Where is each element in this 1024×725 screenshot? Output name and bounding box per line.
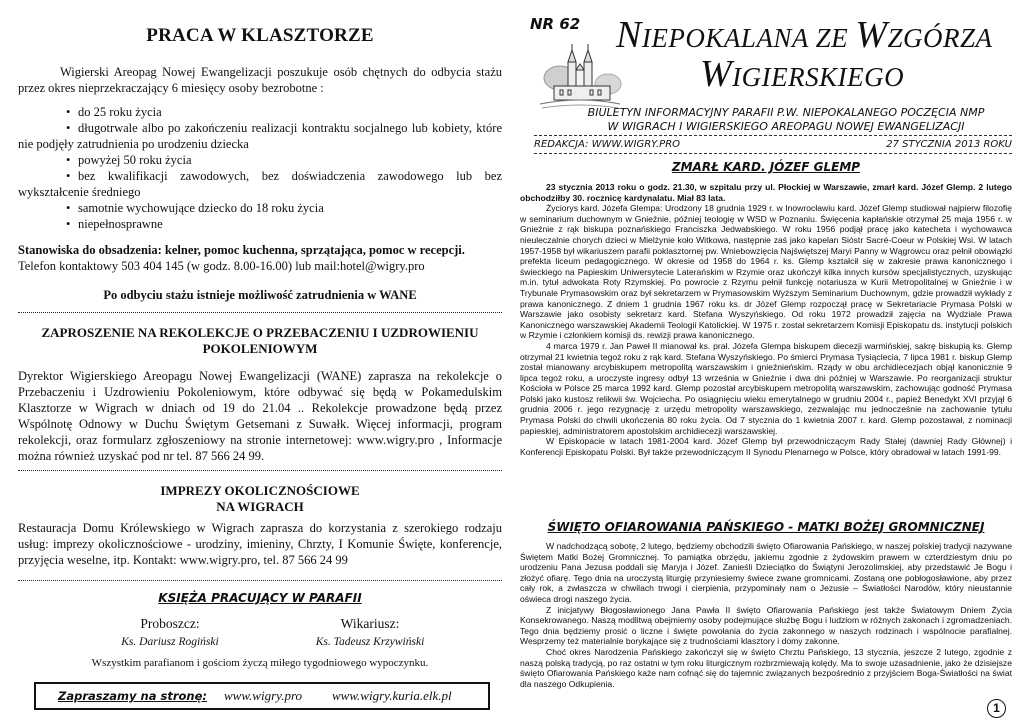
wikariusz-name: Ks. Tadeusz Krzywiński: [315, 636, 425, 648]
bullet-icon: •: [66, 153, 71, 167]
swieto-paragraph: Choć okres Narodzenia Pańskiego zakończył się w święto Chrztu Pańskiego, 13 stycznia, jeszcze 2 lutego, zgodnie z naszą polską tradycją, po raz ostatni w tym roku liturgicznym rozbrzmiewają kolędy. Ma to swoje uzasadnienie, jako że dzisiejsze święto Ofiarowania Pańskiego każe nam cofnąć się do tajemnic związanych bezpośrednio z przyjściem Boga-Światłości na świat dla naszego Odkupienia.: [520, 646, 1012, 689]
bullet-icon: •: [66, 121, 71, 135]
praca-phone: Telefon kontaktowy 503 404 145 (w godz. 8.00-16.00) lub mail:hotel@wigry.pro: [18, 259, 425, 273]
glemp-paragraph: W Episkopacie w latach 1981-2004 kard. Józef Glemp był przewodniczącym Rady Stałej (dawniej Rady Głównej) i Konferencji Episkopatu Polski. Był także przewodniczącym II Synodu Plenarnego w Polsce, który obradował w latach 1991-99.: [520, 436, 1012, 457]
redakcja: REDAKCJA: WWW.WIGRY.PRO: [534, 139, 681, 150]
footer-link-kuria[interactable]: www.wigry.kuria.elk.pl: [332, 688, 452, 703]
imprezy-body: Restauracja Domu Królewskiego w Wigrach zaprasza do korzystania z szerokiego rodzaju usług: imprezy okolicznościowe - urodziny, imieniny, Chrzty, I Komunie Święte, konferencje, przyjęcia weselne, itp. Kontakt: www.wigry.pro, tel. 87 566 24 99: [18, 521, 502, 567]
proboszcz: [70, 616, 270, 650]
list-item: • niepełnosprawne: [66, 217, 163, 231]
bullet-icon: •: [66, 169, 71, 183]
proboszcz-role: Proboszcz:: [140, 616, 200, 631]
list-item: • bez kwalifikacji zawodowych, bez doświadczenia zawodowego lub bez wykształcenie średniego: [18, 169, 502, 199]
glemp-article: [520, 182, 1012, 457]
proboszcz-name: Ks. Dariusz Rogiński: [121, 636, 219, 648]
bullet-icon: •: [66, 201, 71, 215]
wikariusz-role: Wikariusz:: [340, 616, 400, 631]
masthead-title-line1: NIEPOKALANA ZE WZGÓRZA: [616, 14, 993, 56]
issue-number: NR 62: [530, 15, 581, 33]
glemp-lead: 23 stycznia 2013 roku o godz. 21.30, w szpitalu przy ul. Płockiej w Warszawie, zmarł kard. Józef Glemp. 2 lutego obchodziłby 30. rocznicę kardynalatu. Miał 83 lata.: [520, 182, 1012, 203]
masthead-subtitle: BIULETYN INFORMACYJNY PARAFII P.W. NIEPOKALANEGO POCZĘCIA NMP W WIGRACH I WIGIERSKIEGO AREOPAGU NOWEJ EWANGELIZACJI: [587, 106, 985, 133]
rekolekcje-body: Dyrektor Wigierskiego Areopagu Nowej Ewangelizacji (WANE) zaprasza na rekolekcje o Przebaczeniu i Uzdrowieniu Pokoleniowym, które odbywać się będą w Pokamedulskim Klasztorze w Wigrach w dniach od 19 do 21.04 .. Rekolekcje prowadzone będą przez Wspólnotę Odnowy w Duchu Świętym Getsemani z Suwałk. Więcej informacji, program rekolekcji, oraz formularz zgłoszeniowy na stronie internetowej: www.wigry.pro , Informacje można również uzyskać pod nr tel. 87 566 24 99.: [18, 369, 502, 463]
divider: [18, 470, 502, 471]
swieto-article: [520, 541, 1012, 689]
rekolekcje-title: ZAPROSZENIE NA REKOLEKCJE O PRZEBACZENIU I UZDROWIENIU POKOLENIOWYM: [41, 325, 479, 356]
praca-intro: Wigierski Areopag Nowej Ewangelizacji poszukuje osób chętnych do odbycia stażu przez okres nieprzekraczający 6 miesięcy osoby bezrobotne :: [18, 65, 502, 95]
list-item: • powyżej 50 roku życia: [66, 153, 192, 167]
list-item: • samotnie wychowujące dziecko do 18 roku życia: [66, 201, 324, 215]
masthead-title-line2: WIGIERSKIEGO: [700, 53, 905, 95]
divider: [534, 135, 1012, 136]
list-item: • długotrwale albo po zakończeniu realizacji kontraktu socjalnego lub kobiety, które nie podjęły zatrudnienia po urodzeniu dziecka: [18, 121, 502, 151]
swieto-paragraph: Z inicjatywy Błogosławionego Jana Pawła II święto Ofiarowania Pańskiego jest także Światowym Dniem Życia Konsekrowanego. Naszą modlitwą obejmiemy osoby podejmujące służbę Bogu i ludziom w różnych zakonach i zgromadzeniach. Tego dnia będziemy prosić o liczne i święte powołania do życia zakonnego w naszych rodzinach i wspólnocie parafialnej. Wesprzemy też materialnie borykające się z trudnościami klasztory i domy zakonne.: [520, 604, 1012, 647]
ksieza-title: KSIĘŻA PRACUJĄCY W PARAFII: [158, 591, 362, 605]
footer-label: Zapraszamy na stronę:: [58, 689, 207, 703]
wikariusz: [270, 616, 470, 650]
list-item: • do 25 roku życia: [66, 105, 162, 119]
church-logo-icon: [538, 40, 622, 110]
greeting: Wszystkim parafianom i gościom życzą miłego tygodniowego wypoczynku.: [91, 657, 429, 669]
imprezy-title: IMPREZY OKOLICZNOŚCIOWE NA WIGRACH: [160, 483, 360, 514]
divider: [534, 153, 1012, 154]
issue-date: 27 STYCZNIA 2013 ROKU: [886, 139, 1012, 150]
bullet-icon: •: [66, 217, 71, 231]
swieto-title: ŚWIĘTO OFIAROWANIA PAŃSKIEGO - MATKI BOŻEJ GROMNICZNEJ: [547, 520, 985, 534]
bullet-icon: •: [66, 105, 71, 119]
glemp-paragraph: Życiorys kard. Józefa Glempa: Urodzony 18 grudnia 1929 r. w Inowrocławiu kard. Józef Glemp studiował najpierw filozofię w seminarium duchownym w Gnieźnie, później teologię w WSD w Poznaniu. Święcenia kapłańskie otrzymał 25 maja 1956 r. w Gnieźnie z rąk biskupa poznańskiego Franciszka Jedwabskiego. W roku 1956 podjął pracę jako katecheta i wychowawca nieuleczalnie chorych dzieci w Mielżynie koło Witkowa, następnie zaś jako kapelan Sióstr Sacré-Coeur w Polskiej Wsi. W latach 1957-1958 był wikariuszem parafii poklasztornej pw. Wniebowzięcia Najświętszej Maryi Panny w Wągrowcu oraz pełnił obowiązki prefekta liceum pedagogicznego. W okresie od 1958 do 1964 r. ks. Glemp kształcił się w zakresie prawa kanonicznego i świeckiego na Papieskim Uniwersytecie Laterańskim w Rzymie oraz ukończył kilka innych kursów specjalistycznych, uzyskując m.in. tytuł adwokata Roty Rzymskiej. Po powrocie z Rzymu pełnił funkcję notariusza w Kurii Metropolitalnej w Gnieźnie i w Trybunale Prymasowskim oraz był sekretarzem w Prymasowskim Wyższym Seminarium Duchownym, gdzie prowadził wykłady z prawa kanonicznego. Z dniem 1 grudnia 1967 roku ks. dr Józef Glemp rozpoczął pracę w Sekretariacie Prymasa Polski w Warszawie jako osobisty sekretarz kard. Stefana Wyszyńskiego. Od roku 1972 prowadził zajęcia na Wydziale Prawa Kanonicznego warszawskiej Akademii Teologii Katolickiej. W 1975 r. został sekretarzem Komisji Episkopatu ds. instytucji polskich w Rzymie i członkiem komisji ds. rewizji prawa kanonicznego.: [520, 203, 1012, 341]
page-number: 1: [987, 699, 1006, 718]
footer-link-wigry[interactable]: www.wigry.pro: [224, 688, 303, 703]
glemp-title: ZMARŁ KARD. JÓZEF GLEMP: [671, 160, 861, 174]
glemp-paragraph: 4 marca 1979 r. Jan Paweł II mianował ks. prał. Józefa Glempa biskupem diecezji warmińskiej, sakrę biskupią ks. Glemp otrzymał 21 kwietnia tegoż roku z rąk kard. Stefana Wyszyńskiego. Po śmierci Prymasa Tysiąclecia, 7 lipca 1981 r. biskup Glemp został mianowany arcybiskupem metropolitą warszawskim i gnieźnieńskim. Rządy w obu archidiecezjach objął kanonicznie 9 lipca tegoż roku, a uroczyste ingresy odbył 13 września w Gnieźnie i dwa dni później w Warszawie. Po reorganizacji struktur Kościoła w Polsce 25 marca 1992 kard. Glemp pozostał arcybiskupem metropolitą warszawskim, zachowując godność Prymasa Polski jako kustosz relikwii św. Wojciecha. Po osiągnięciu wieku emerytalnego w grudniu 2004 r., papież Benedykt XVI przyjął 6 grudnia 2006 r. jego rezygnację z urzędu metropolity warszawskiego, zezwalając mu jednocześnie na zachowanie tytułu Prymasa Polski do chwili ukończenia 80 roku życia. Od 7 stycznia do 1 kwietnia 2007 r. kard. Glemp pozostawał, z nominacji papieskiej, administratorem apostolskim archidiecezji warszawskiej.: [520, 340, 1012, 436]
divider: [18, 312, 502, 313]
praca-list: [18, 104, 502, 232]
divider: [18, 580, 502, 581]
praca-wane: Po odbyciu stażu istnieje możliwość zatrudnienia w WANE: [103, 288, 417, 302]
praca-positions: Stanowiska do obsadzenia: kelner, pomoc kuchenna, sprzątająca, pomoc w recepcji.: [18, 243, 465, 257]
praca-title: PRACA W KLASZTORZE: [146, 25, 374, 46]
footer-box: [34, 682, 490, 710]
swieto-paragraph: W nadchodzącą sobotę, 2 lutego, będziemy obchodzili święto Ofiarowania Pańskiego, w naszej polskiej tradycji nazywane Świętem Matki Bożej Gromnicznej. To pamiątka obrzędu, jakiemu zgodnie z żydowskim prawem w czterdziestym dniu po urodzeniu Pana Jezusa poddali się Maryja i Józef. Zanieśli Dzieciątko do Świątyni Jerozolimskiej, aby przedstawić Je Bogu i złożyć ofiarę. Tego dnia na uroczystą liturgię przyniesiemy świece zwane gromnicami. Zostaną one pobłogosławione, aby przez cały rok, a zwłaszcza w chwilach trwogi i cierpienia, przypominały nam o Jezusie – Światłości Narodów, który nieustannie oświeca drogi naszego życia.: [520, 541, 1012, 604]
